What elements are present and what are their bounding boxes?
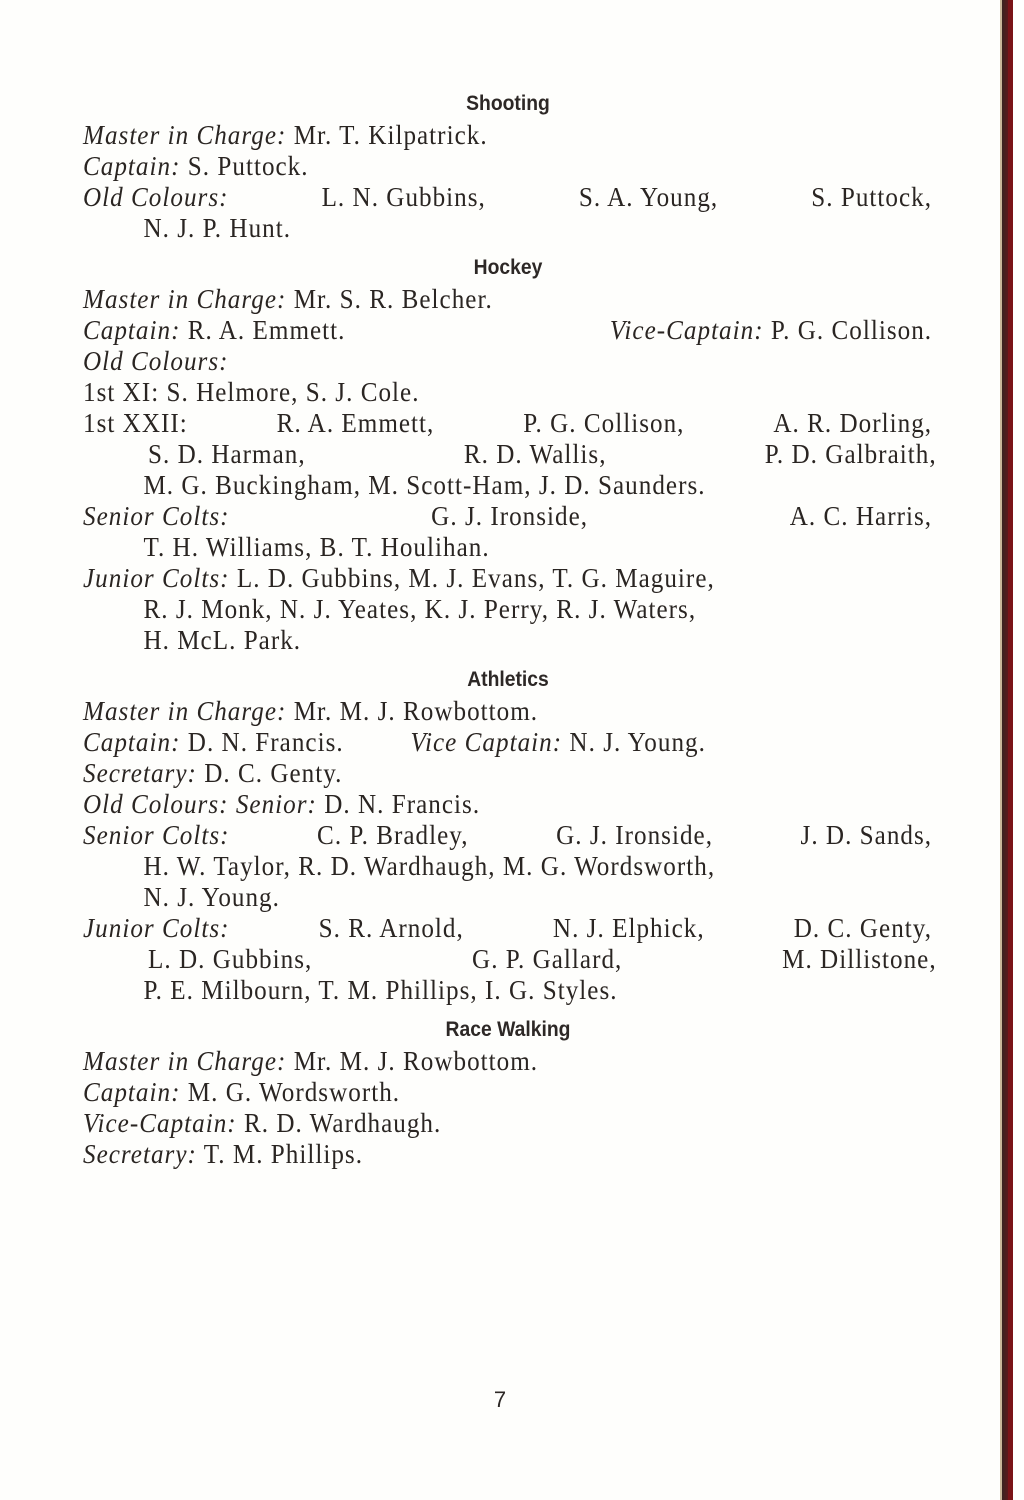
old-colours-label: Old Colours: (83, 789, 229, 819)
master-name: Mr. M. J. Rowbottom. (293, 696, 539, 726)
secretary-name: T. M. Phillips. (203, 1139, 364, 1169)
first-xxii-label: 1st XXII: (83, 408, 188, 438)
captain-line (83, 727, 874, 758)
junior-colts-continued: H. McL. Park. (143, 625, 302, 655)
old-colours-label: Old Colours: (83, 346, 229, 376)
secretary-name: D. C. Genty. (204, 758, 343, 788)
secretary-label: Secretary: (83, 758, 197, 788)
section-race-walking (83, 1014, 933, 1170)
old-colours-label: Old Colours: (83, 182, 229, 212)
name: S. D. Harman, (148, 439, 306, 469)
senior-colts-label: Senior Colts: (83, 820, 230, 850)
old-colours (83, 182, 932, 213)
master-label: Master in Charge: (83, 696, 287, 726)
name: R. D. Wallis, (463, 439, 607, 469)
old-colours-continued: N. J. P. Hunt. (143, 213, 292, 243)
master-label: Master in Charge: (83, 120, 287, 150)
vice-captain (83, 1108, 874, 1139)
page-number: 7 (493, 1387, 507, 1412)
junior-colts-label: Junior Colts: (83, 563, 230, 593)
name: S. R. Arnold, (318, 913, 464, 943)
names: L. D. Gubbins, M. J. Evans, T. G. Maguire, (236, 563, 715, 593)
name: A. R. Dorling, (773, 408, 933, 438)
captain (83, 1077, 874, 1108)
vice-captain-label: Vice-Captain: (609, 315, 764, 345)
captain-name: S. Puttock. (187, 151, 309, 181)
section-athletics (83, 664, 937, 1006)
master-name: Mr. T. Kilpatrick. (293, 120, 488, 150)
vice-captain-name: P. G. Collison. (770, 315, 933, 345)
junior-colts (83, 913, 932, 944)
vice-captain (610, 315, 932, 346)
secretary (83, 1139, 874, 1170)
vice-captain-label: Vice-Captain: (83, 1108, 237, 1138)
secretary-label: Secretary: (83, 1139, 197, 1169)
master-in-charge (83, 696, 874, 727)
name: C. P. Bradley, (317, 820, 469, 850)
first-xxii (83, 408, 932, 439)
junior-colts-continued: P. E. Milbourn, T. M. Phillips, I. G. Styles. (143, 975, 618, 1005)
name: L. D. Gubbins, (148, 944, 313, 974)
captain-label: Captain: (83, 727, 181, 757)
master-name: Mr. S. R. Belcher. (293, 284, 493, 314)
senior-colts (83, 501, 932, 532)
background-margin (1013, 0, 1024, 1500)
junior-colts-continued (148, 944, 937, 975)
section-heading: Athletics (467, 668, 549, 691)
junior-colts (83, 563, 874, 594)
section-hockey (83, 252, 937, 656)
first-xxii-continued (148, 439, 937, 470)
captain-name: R. A. Emmett. (187, 315, 346, 345)
name: S. Puttock, (811, 182, 933, 212)
section-heading: Race Walking (445, 1018, 571, 1041)
captain-name: M. G. Wordsworth. (187, 1077, 401, 1107)
name: R. A. Emmett, (276, 408, 435, 438)
vice-captain-name: R. D. Wardhaugh. (244, 1108, 442, 1138)
captain-label: Captain: (83, 315, 181, 345)
name: G. J. Ironside, (431, 501, 589, 531)
senior-colts (83, 820, 932, 851)
page-content (83, 88, 937, 1170)
master-in-charge (83, 1046, 874, 1077)
vice-captain (411, 727, 706, 757)
first-xxii-continued: M. G. Buckingham, M. Scott-Ham, J. D. Saunders. (143, 470, 706, 500)
name: J. D. Sands, (800, 820, 933, 850)
master-in-charge (83, 120, 874, 151)
section-shooting (83, 88, 933, 244)
senior-colts-continued: T. H. Williams, B. T. Houlihan. (143, 532, 490, 562)
name: G. J. Ironside, (556, 820, 714, 850)
old-colours (83, 789, 874, 820)
master-label: Master in Charge: (83, 1046, 287, 1076)
name: L. N. Gubbins, (321, 182, 486, 212)
name: P. G. Collison, (523, 408, 685, 438)
name: M. Dillistone, (782, 944, 937, 974)
captain-name: D. N. Francis. (187, 727, 344, 757)
junior-colts-continued: R. J. Monk, N. J. Yeates, K. J. Perry, R. J. Waters, (143, 594, 697, 624)
name: G. P. Gallard, (472, 944, 623, 974)
captain-label: Captain: (83, 151, 181, 181)
first-xi: 1st XI: S. Helmore, S. J. Cole. (83, 377, 420, 407)
name: D. N. Francis. (324, 789, 481, 819)
secretary (83, 758, 874, 789)
junior-colts-label: Junior Colts: (83, 913, 230, 943)
captain-line (83, 315, 932, 346)
old-colours-senior-label: Senior: (235, 789, 317, 819)
old-colours-label-line (83, 346, 874, 377)
captain-label: Captain: (83, 1077, 181, 1107)
senior-colts-continued: H. W. Taylor, R. D. Wardhaugh, M. G. Wordsworth, (143, 851, 716, 881)
section-heading: Hockey (473, 256, 543, 279)
section-heading: Shooting (466, 92, 550, 115)
name: P. D. Galbraith, (764, 439, 937, 469)
name: D. C. Genty, (793, 913, 933, 943)
master-label: Master in Charge: (83, 284, 287, 314)
senior-colts-continued: N. J. Young. (143, 882, 280, 912)
master-name: Mr. M. J. Rowbottom. (293, 1046, 539, 1076)
captain (83, 727, 344, 757)
name: A. C. Harris, (789, 501, 933, 531)
senior-colts-label: Senior Colts: (83, 501, 230, 531)
captain (83, 315, 345, 346)
vice-captain-label: Vice Captain: (410, 727, 563, 757)
master-in-charge (83, 284, 874, 315)
name: S. A. Young, (578, 182, 719, 212)
captain (83, 151, 874, 182)
name: N. J. Elphick, (552, 913, 705, 943)
vice-captain-name: N. J. Young. (569, 727, 706, 757)
